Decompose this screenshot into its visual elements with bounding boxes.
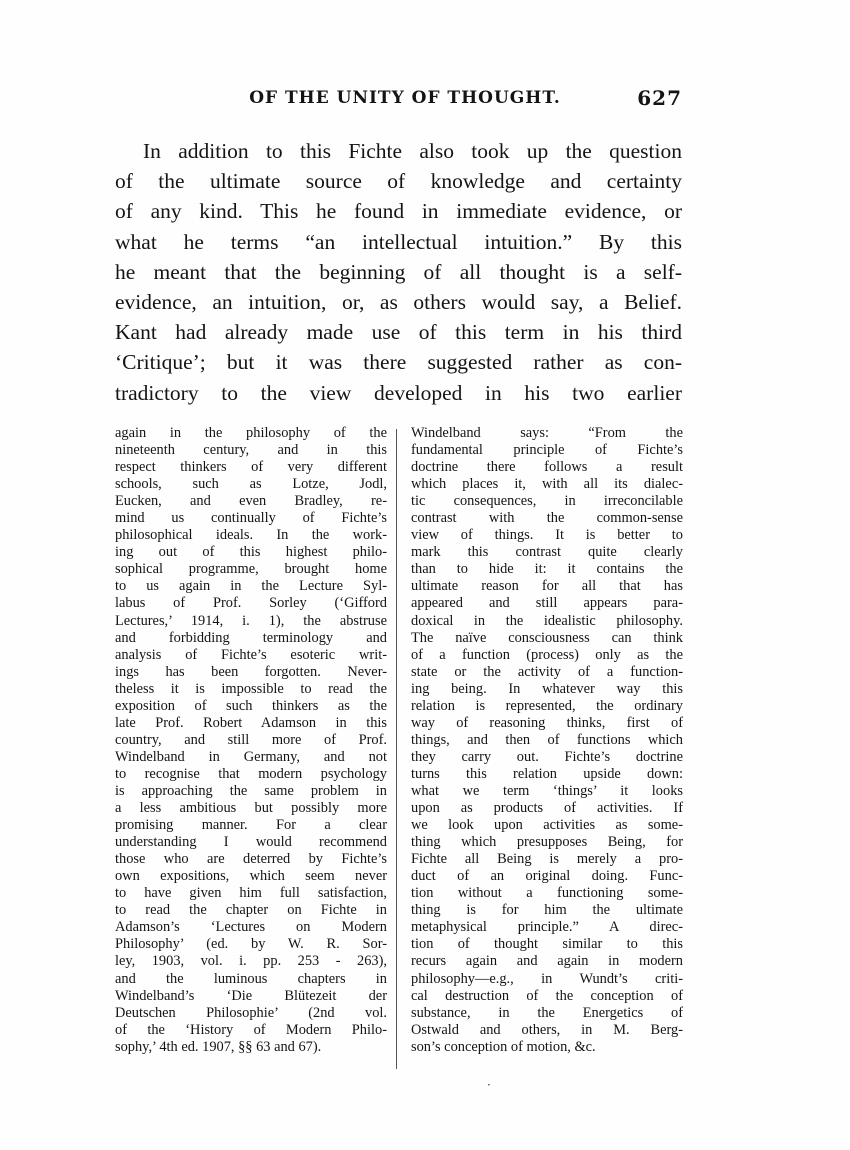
running-head [115,88,682,118]
footnote-line: Windelband in Germany, and not [115,748,387,765]
footnote-line: fundamental principle of Fichte’s [411,442,683,459]
footnote-line: analysis of Fichte’s esoteric writ- [115,646,387,663]
footnote-line: contrast with the common-sense [411,510,683,527]
footnote-line: ley, 1903, vol. i. pp. 253 - 263), [115,953,387,970]
footnote-line: doctrine there follows a result [411,459,683,476]
footnote-right-column [411,425,683,1056]
footnote-line: and forbidding terminology and [115,629,387,646]
body-line: ‘Critique’; but it was there suggested rather as con- [115,350,682,375]
footnote-line: and the luminous chapters in [115,970,387,987]
footnote-line: view of things. It is better to [411,527,683,544]
footnote-line: Fichte all Being is merely a pro- [411,851,683,868]
body-line: tradictory to the view developed in his two earlier [115,380,682,405]
footnote-line: late Prof. Robert Adamson in this [115,714,387,731]
footnote-line: labus of Prof. Sorley (‘Gifford [115,595,387,612]
footnote-line: to read the chapter on Fichte in [115,902,387,919]
footnote-line: tion without a functioning some- [411,885,683,902]
footnote-line: Windelband says: “From the [411,425,683,441]
footnote-line: philosophy—e.g., in Wundt’s criti- [411,970,683,987]
footnote-line: they carry out. Fichte’s doctrine [411,748,683,765]
main-paragraph [115,136,682,408]
footnote-line: state or the activity of a function- [411,663,683,680]
footnote-line: to have given him full satisfaction, [115,885,387,902]
footnote-line: what we term ‘things’ it looks [411,782,683,799]
footnote-line: mark this contrast quite clearly [411,544,683,561]
footnote-line: ultimate reason for all that has [411,578,683,595]
body-line: of the ultimate source of knowledge and certainty [115,169,682,194]
footnote-line: those who are deterred by Fichte’s [115,851,387,868]
footnote-line: which places it, with all its dialec- [411,476,683,493]
footnote-line: upon as products of activities. If [411,800,683,817]
footnote-line: Windelband’s ‘Die Blütezeit der [115,987,387,1004]
footnote-line: we look upon activities as some- [411,817,683,834]
footnote-line: sophical programme, brought home [115,561,387,578]
footnote-line: metaphysical principle.” A direc- [411,919,683,936]
body-line: he meant that the beginning of all thought is a self- [115,259,682,284]
footnote-line: way of reasoning thinks, first of [411,714,683,731]
footnote-line: own expositions, which seem never [115,868,387,885]
footnote-line: understanding I would recommend [115,834,387,851]
footnote-line: is approaching the same problem in [115,782,387,799]
footnote-line: again in the philosophy of the [115,425,387,441]
footnote-line: to recognise that modern psychology [115,765,387,782]
footnote-line: thing which presupposes Being, for [411,834,683,851]
footnote-line: to us again in the Lecture Syl- [115,578,387,595]
footnote-line: substance, in the Energetics of [411,1004,683,1021]
footnote-line: duct of an original doing. Func- [411,868,683,885]
footnote-line: mind us continually of Fichte’s [115,510,387,527]
footnote-line: nineteenth century, and in this [115,442,387,459]
body-line: of any kind. This he found in immediate evidence, or [115,199,682,224]
footnote-line: Ostwald and others, in M. Berg- [411,1021,683,1038]
footnote-line: Deutschen Philosophie’ (2nd vol. [115,1004,387,1021]
footnote-line: than to hide it: it contains the [411,561,683,578]
footnote-line: country, and still more of Prof. [115,731,387,748]
body-line: Kant had already made use of this term in his third [115,320,682,345]
footnote-line: thing is for him the ultimate [411,902,683,919]
footnote-line: philosophical ideals. In the work- [115,527,387,544]
footnote-line: theless it is impossible to read the [115,680,387,697]
footnote-line: recurs again and again in modern [411,953,683,970]
footnote-line: Eucken, and even Bradley, re- [115,493,387,510]
footnote-line: tic consequences, in irreconcilable [411,493,683,510]
footnote-line: things, and then of functions which [411,731,683,748]
footnote-line: exposition of such thinkers as the [115,697,387,714]
footnote-line: doxical in the idealistic philosophy. [411,612,683,629]
column-divider [396,429,397,1069]
footnote-line: ing out of this highest philo- [115,544,387,561]
footnote-line: respect thinkers of very different [115,459,387,476]
body-line: what he terms “an intellectual intuition.” By this [115,229,682,254]
footnote-line: of a function (process) only as the [411,646,683,663]
footnote-line: The naïve consciousness can think [411,629,683,646]
page-number: 627 [637,86,682,110]
footnote-line: Philosophy’ (ed. by W. R. Sor- [115,936,387,953]
footnote-line: appeared and still appears para- [411,595,683,612]
body-line: In addition to this Fichte also took up the question [143,139,682,163]
footnote-line: Lectures,’ 1914, i. 1), the abstruse [115,612,387,629]
footnote-line: tion of thought similar to this [411,936,683,953]
footnote-line: son’s conception of motion, &c. [411,1038,596,1055]
footnote-line: ings has been forgotten. Never- [115,663,387,680]
footnote-line: turns this relation upside down: [411,765,683,782]
footnote-line: a less ambitious but possibly more [115,800,387,817]
footnote-left-column [115,425,387,1056]
footnote-line: of the ‘History of Modern Philo- [115,1021,387,1038]
running-title: OF THE UNITY OF THOUGHT. [249,88,561,108]
footnote-line: relation is represented, the ordinary [411,697,683,714]
footnotes [113,425,683,1075]
footnote-line: sophy,’ 4th ed. 1907, §§ 63 and 67). [115,1038,322,1055]
footnote-line: cal destruction of the conception of [411,987,683,1004]
page-mark: · [487,1078,491,1092]
footnote-line: schools, such as Lotze, Jodl, [115,476,387,493]
footnote-line: ing being. In whatever way this [411,680,683,697]
footnote-line: Adamson’s ‘Lectures on Modern [115,919,387,936]
body-line: evidence, an intuition, or, as others would say, a Belief. [115,290,682,315]
footnote-line: promising manner. For a clear [115,817,387,834]
